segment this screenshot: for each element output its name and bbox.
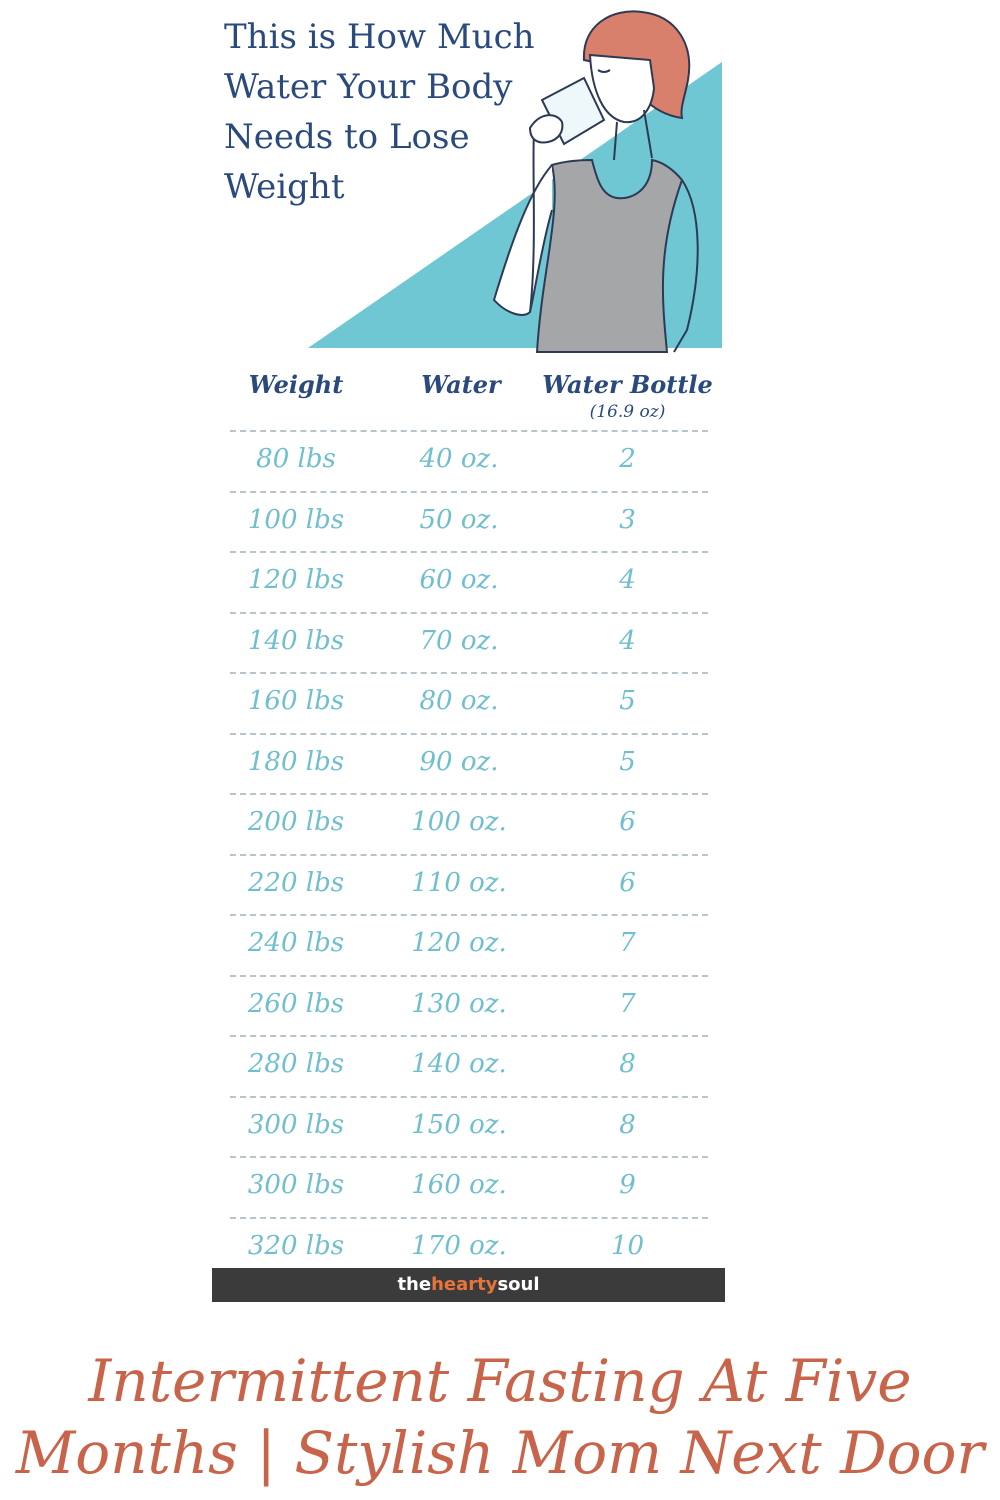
cell-water: 80 oz. (419, 686, 499, 716)
cell-water: 60 oz. (419, 565, 499, 595)
table-row (230, 1037, 708, 1098)
cell-bottles: 3 (619, 504, 636, 535)
cell-bottles: 7 (619, 928, 636, 958)
cell-water: 40 oz. (419, 444, 499, 474)
table-row (230, 735, 708, 796)
cell-bottles: 7 (619, 988, 636, 1019)
cell-weight: 260 lbs (247, 988, 345, 1019)
cell-bottles: 6 (619, 807, 636, 837)
cell-bottles: 4 (619, 565, 636, 595)
table-row (230, 674, 708, 735)
cell-bottles: 5 (619, 746, 636, 777)
cell-water: 160 oz. (411, 1170, 507, 1200)
table-row (230, 432, 708, 493)
cell-bottles: 5 (619, 686, 636, 716)
header-weight: Weight (248, 370, 344, 399)
brand-logo-accent: hearty (431, 1274, 498, 1295)
table-row (230, 856, 708, 917)
cell-weight: 300 lbs (247, 1109, 345, 1140)
water-intake-table (230, 368, 713, 1277)
cell-water: 130 oz. (411, 988, 507, 1019)
cell-weight: 300 lbs (247, 1170, 345, 1200)
cell-water: 110 oz. (411, 867, 507, 898)
cell-water: 90 oz. (419, 746, 499, 777)
table-row (230, 493, 708, 554)
hero-illustration (212, 0, 725, 360)
cell-water: 50 oz. (419, 504, 499, 535)
table-row (230, 795, 708, 856)
brand-logo-suffix: soul (497, 1274, 540, 1295)
cell-weight: 160 lbs (247, 686, 345, 716)
cell-weight: 220 lbs (247, 867, 345, 898)
header-water: Water (421, 370, 501, 399)
cell-weight: 180 lbs (247, 746, 345, 777)
cell-bottles: 9 (619, 1170, 636, 1200)
cell-weight: 200 lbs (247, 807, 345, 837)
cell-weight: 120 lbs (247, 565, 345, 595)
brand-bar (212, 1268, 725, 1302)
cell-bottles: 6 (619, 867, 636, 898)
pin-caption: Intermittent Fasting At Five Months | Stylish Mom Next Door (15, 1347, 985, 1487)
cell-bottles: 8 (619, 1049, 636, 1079)
table-row (230, 977, 708, 1038)
cell-weight: 280 lbs (247, 1049, 345, 1079)
cell-bottles: 10 (610, 1230, 645, 1261)
cell-water: 140 oz. (411, 1049, 507, 1079)
cell-weight: 320 lbs (247, 1230, 345, 1261)
table-row (230, 1158, 708, 1219)
cell-water: 120 oz. (411, 928, 507, 958)
cell-weight: 80 lbs (256, 444, 336, 474)
cell-bottles: 8 (619, 1109, 636, 1140)
cell-water: 70 oz. (419, 625, 499, 656)
cell-weight: 140 lbs (247, 625, 345, 656)
cell-bottles: 4 (619, 625, 636, 656)
cell-weight: 100 lbs (247, 504, 345, 535)
table-row (230, 614, 708, 675)
cell-water: 100 oz. (411, 807, 507, 837)
table-body (230, 432, 708, 1277)
header-bottle-size-note: (16.9 oz) (589, 402, 666, 422)
table-row (230, 916, 708, 977)
cell-weight: 240 lbs (247, 928, 345, 958)
table-header (230, 368, 713, 432)
brand-logo-prefix: the (397, 1274, 432, 1295)
cell-water: 170 oz. (411, 1230, 507, 1261)
cell-water: 150 oz. (411, 1109, 507, 1140)
infographic-title: This is How Much Water Your Body Needs to Lose Weight (224, 17, 535, 207)
cell-bottles: 2 (619, 444, 636, 474)
table-row (230, 553, 708, 614)
table-row (230, 1098, 708, 1159)
header-water-bottle: Water Bottle (542, 370, 713, 399)
infographic (212, 0, 725, 1302)
